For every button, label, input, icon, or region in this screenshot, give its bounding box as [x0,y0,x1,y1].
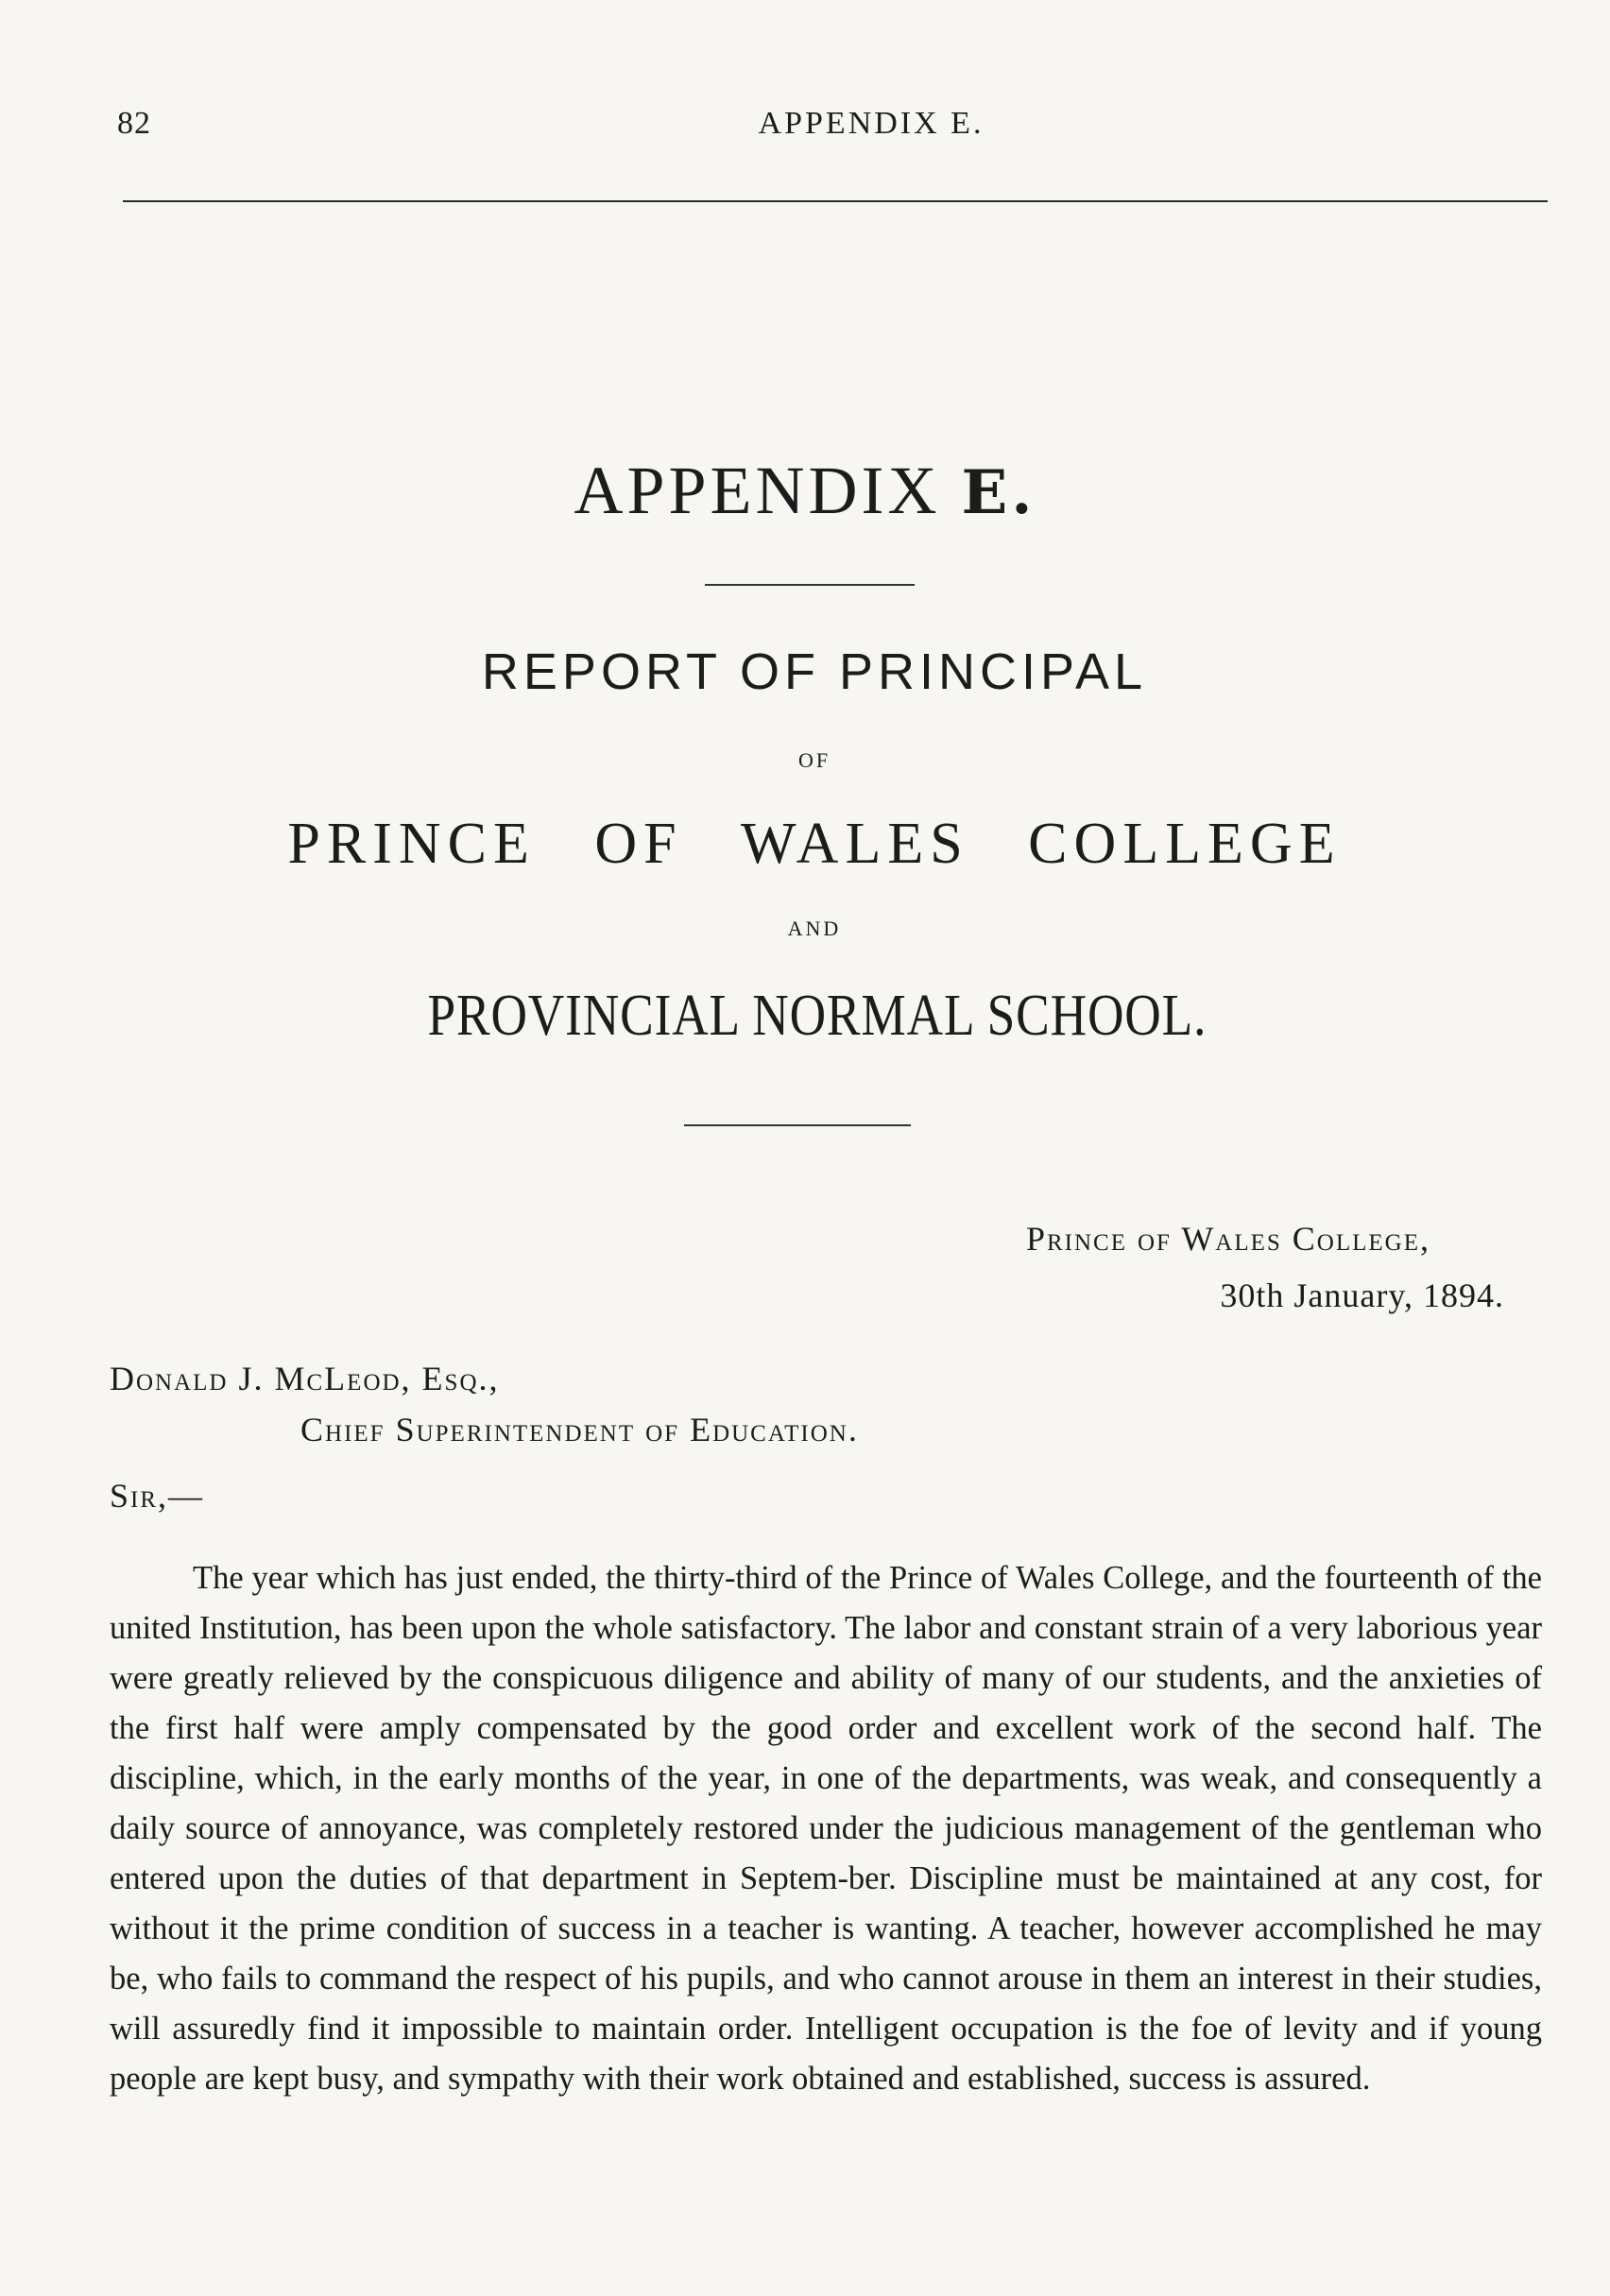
addressee-title: Chief Superintendent of Education. [300,1411,859,1448]
and-connector: AND [787,917,842,940]
college-name-heading: PRINCE OF WALES COLLEGE [287,812,1342,876]
dateline-place: Prince of Wales College, [1025,1220,1430,1258]
appendix-letter: E. [961,457,1036,528]
of-connector: OF [797,748,831,772]
appendix-title [0,452,1610,530]
running-title: APPENDIX E. [758,106,985,141]
salutation: Sir,— [110,1477,205,1515]
running-head [117,106,1550,153]
body-paragraph: The year which has just ended, the thirty-third of the Prince of Wales College, and the fourteenth of the united Institution, has been upon the whole satisfactory. The labor and constant strain of a very laborious year were greatly relieved by the conspicuous diligence and ability of many of our students, and the anxieties of the first half were amply compensated by the good order and excellent work of the second half. The discipline, which, in the early months of the year, in one of the departments, was weak, and consequently a daily source of annoyance, was completely restored under the judicious management of the gentleman who entered upon the duties of that department in Septem-ber. Discipline must be maintained at any cost, for without it the prime condition of success in a teacher is wanting. A teacher, however accomplished he may be, who fails to command the respect of his pupils, and who cannot arouse in them an interest in their studies, will assuredly find it impossible to maintain order. Intelligent occupation is the foe of levity and if young people are kept busy, and sympathy with their work obtained and established, success is assured. [110,1560,1542,2097]
appendix-label: APPENDIX [574,453,941,528]
title-divider [705,584,915,586]
dateline-date: 30th January, 1894. [1220,1277,1504,1314]
heading-divider [684,1124,911,1126]
school-name-heading: PROVINCIAL NORMAL SCHOOL. [427,984,1208,1048]
report-heading: REPORT OF PRINCIPAL [481,643,1148,700]
header-rule [123,200,1548,202]
addressee-name: Donald J. McLeod, Esq., [110,1360,500,1397]
page-number: 82 [117,106,151,141]
